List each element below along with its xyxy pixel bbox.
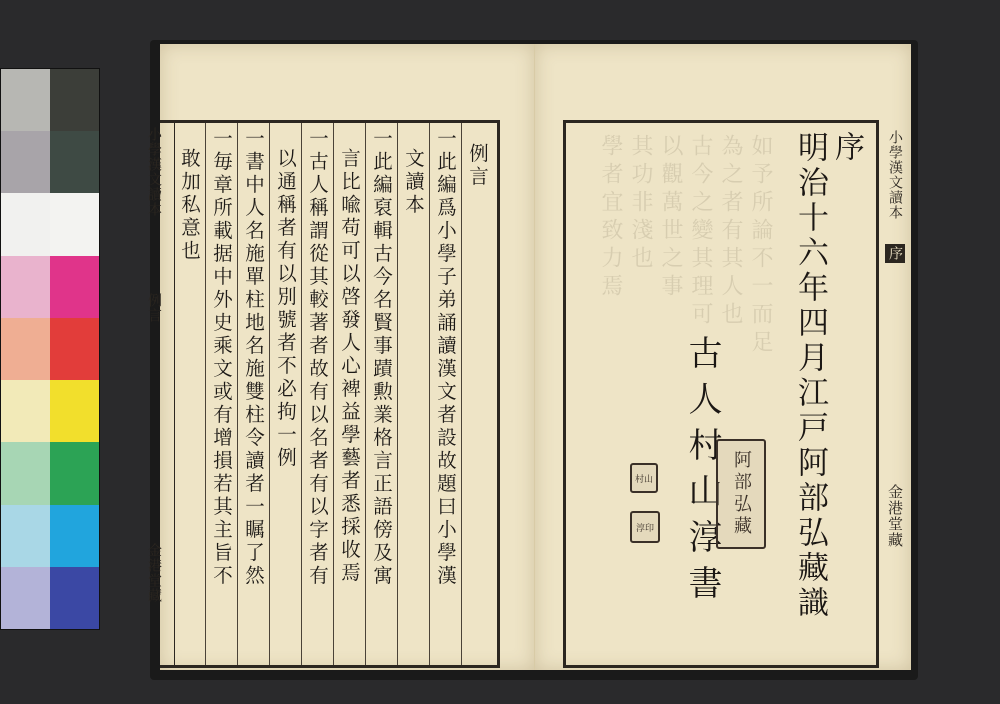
seal-small-bottom: 淳印 xyxy=(630,511,660,543)
margin-publisher: 金港堂藏 xyxy=(146,543,162,603)
colour-swatch xyxy=(50,567,99,629)
colour-swatch xyxy=(1,256,50,318)
preface-heading: 例言 xyxy=(466,143,489,189)
text-column-9: 敢加私意也 xyxy=(178,148,201,263)
colour-swatch xyxy=(1,193,50,255)
colour-swatch xyxy=(1,69,50,131)
colour-swatch xyxy=(50,131,99,193)
preface-title: 序 xyxy=(829,131,864,171)
colour-swatch xyxy=(50,380,99,442)
edge-publisher: 金港堂藏 xyxy=(886,484,904,548)
colour-swatch xyxy=(50,505,99,567)
colour-swatch xyxy=(50,442,99,504)
text-column-5: 一古人稱謂從其較著者故有以名者有以字者有 xyxy=(306,128,329,588)
text-column-3: 一此編裒輯古今名賢事蹟勲業格言正語傍及寓 xyxy=(370,128,393,588)
margin-section: 例言 xyxy=(146,293,162,323)
left-page xyxy=(146,44,535,670)
colour-checker xyxy=(0,68,100,630)
left-text-frame xyxy=(146,120,500,668)
right-text-frame xyxy=(563,120,879,668)
colour-swatch xyxy=(50,256,99,318)
colour-swatch xyxy=(50,318,99,380)
colour-swatch xyxy=(1,442,50,504)
margin-title: 小學漢文讀本 xyxy=(146,127,162,217)
edge-title: 小學漢文讀本 xyxy=(887,130,903,220)
calligrapher-line: 古人村山淳書 xyxy=(682,335,722,611)
text-column-1: 一此編爲小學子弟誦讀漢文者設故題曰小學漢 xyxy=(434,128,457,588)
text-column-7: 一書中人名施單柱地名施雙柱令讀者一瞩了然 xyxy=(242,128,265,588)
seal-large: 阿部弘藏 xyxy=(716,439,766,549)
right-page xyxy=(534,44,911,670)
text-column-6: 以通稱者有以別號者不必拘一例 xyxy=(274,148,297,470)
text-column-2: 文讀本 xyxy=(402,148,425,217)
text-column-4: 言比喩苟可以啓發人心裨益學藝者悉採收焉 xyxy=(338,148,361,585)
date-signature-line: 明治十六年四月江戸阿部弘藏識 xyxy=(792,131,828,621)
colour-swatch xyxy=(1,380,50,442)
edge-section: 序 xyxy=(887,246,903,261)
colour-swatch xyxy=(1,318,50,380)
text-column-8: 一毎章所載据中外史乘文或有增損若其主旨不 xyxy=(210,128,233,588)
colour-swatch xyxy=(1,505,50,567)
colour-swatch xyxy=(1,131,50,193)
colour-swatch xyxy=(50,69,99,131)
seal-small-top: 村山 xyxy=(630,463,658,493)
show-through-text: 如予所論不一而足 為之者有其人也 古今之變其理可 以觀萬世之事 其功非淺也 學者宜致力焉 xyxy=(598,134,773,358)
colour-swatch xyxy=(1,567,50,629)
colour-swatch xyxy=(50,193,99,255)
